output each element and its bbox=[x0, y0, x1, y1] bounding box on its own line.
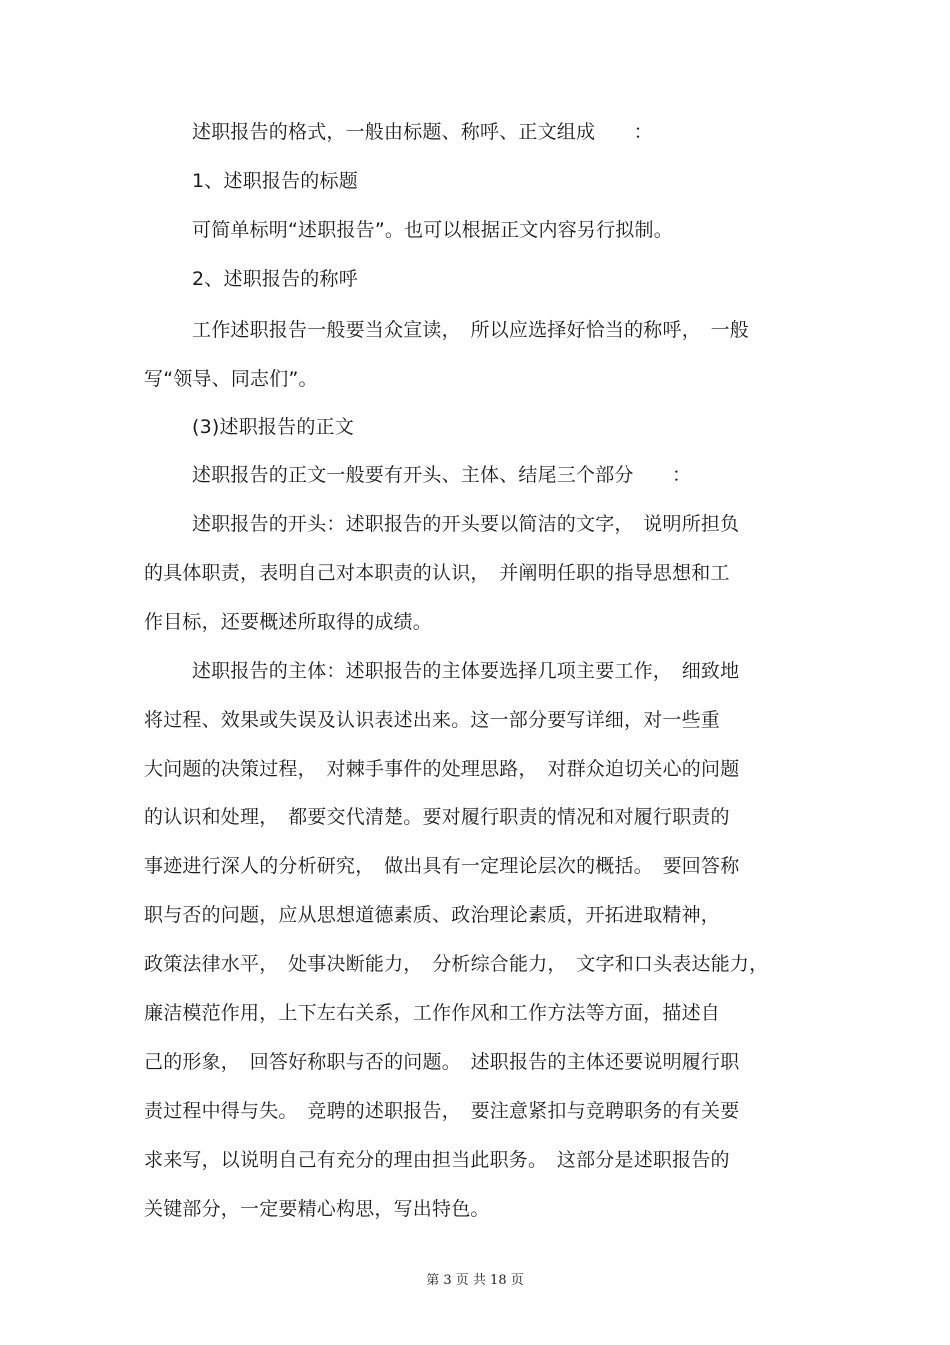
main-body-paragraph-line-12: 关键部分，一定要精心构思，写出特色。 bbox=[144, 1198, 490, 1220]
main-body-paragraph-line-4: 的认识和处理， 都要交代清楚。要对履行职责的情况和对履行职责的 bbox=[144, 806, 730, 828]
opening-paragraph-line-2: 的具体职责，表明自己对本职责的认识， 并阐明任职的指导思想和工 bbox=[144, 562, 730, 584]
format-intro-line: 述职报告的格式，一般由标题、称呼、正文组成 ： bbox=[192, 121, 653, 143]
page-number-footer: 第 3 页 共 18 页 bbox=[426, 1273, 524, 1288]
main-body-paragraph-line-2: 将过程、效果或失误及认识表述出来。这一部分要写详细，对一些重 bbox=[144, 709, 721, 731]
heading-body: (3)述职报告的正文 bbox=[192, 416, 354, 438]
heading-title: 1、述职报告的标题 bbox=[192, 170, 358, 192]
main-body-paragraph-line-7: 政策法律水平， 处事决断能力， 分析综合能力， 文字和口头表达能力， bbox=[144, 953, 769, 975]
opening-paragraph-line-3: 作目标，还要概述所取得的成绩。 bbox=[144, 611, 433, 633]
opening-paragraph-line-1: 述职报告的开头：述职报告的开头要以简洁的文字， 说明所担负 bbox=[192, 513, 740, 535]
main-body-paragraph-line-1: 述职报告的主体：述职报告的主体要选择几项主要工作， 细致地 bbox=[192, 660, 740, 682]
main-body-paragraph-line-3: 大问题的决策过程， 对棘手事件的处理思路， 对群众迫切关心的问题 bbox=[144, 758, 740, 780]
main-body-paragraph-line-11: 求来写，以说明自己有充分的理由担当此职务。 这部分是述职报告的 bbox=[144, 1149, 730, 1171]
main-body-paragraph-line-8: 廉洁模范作用，上下左右关系，工作作风和工作方法等方面，描述自 bbox=[144, 1002, 721, 1024]
heading-salutation: 2、述职报告的称呼 bbox=[192, 268, 358, 290]
body-parts-intro-line: 述职报告的正文一般要有开头、主体、结尾三个部分 ： bbox=[192, 464, 692, 486]
main-body-paragraph-line-5: 事迹进行深人的分析研究， 做出具有一定理论层次的概括。 要回答称 bbox=[144, 855, 740, 877]
main-body-paragraph-line-9: 己的形象， 回答好称职与否的问题。 述职报告的主体还要说明履行职 bbox=[144, 1051, 740, 1073]
main-body-paragraph-line-10: 责过程中得与失。 竞聘的述职报告， 要注意紧扣与竞聘职务的有关要 bbox=[144, 1100, 740, 1122]
title-description-line: 可简单标明“述职报告”。也可以根据正文内容另行拟制。 bbox=[192, 219, 673, 241]
salutation-paragraph-line-1: 工作述职报告一般要当众宣读， 所以应选择好恰当的称呼， 一般 bbox=[192, 319, 750, 341]
main-body-paragraph-line-6: 职与否的问题，应从思想道德素质、政治理论素质，开拓进取精神， bbox=[144, 904, 721, 926]
salutation-paragraph-line-2: 写“领导、同志们”。 bbox=[144, 368, 318, 390]
